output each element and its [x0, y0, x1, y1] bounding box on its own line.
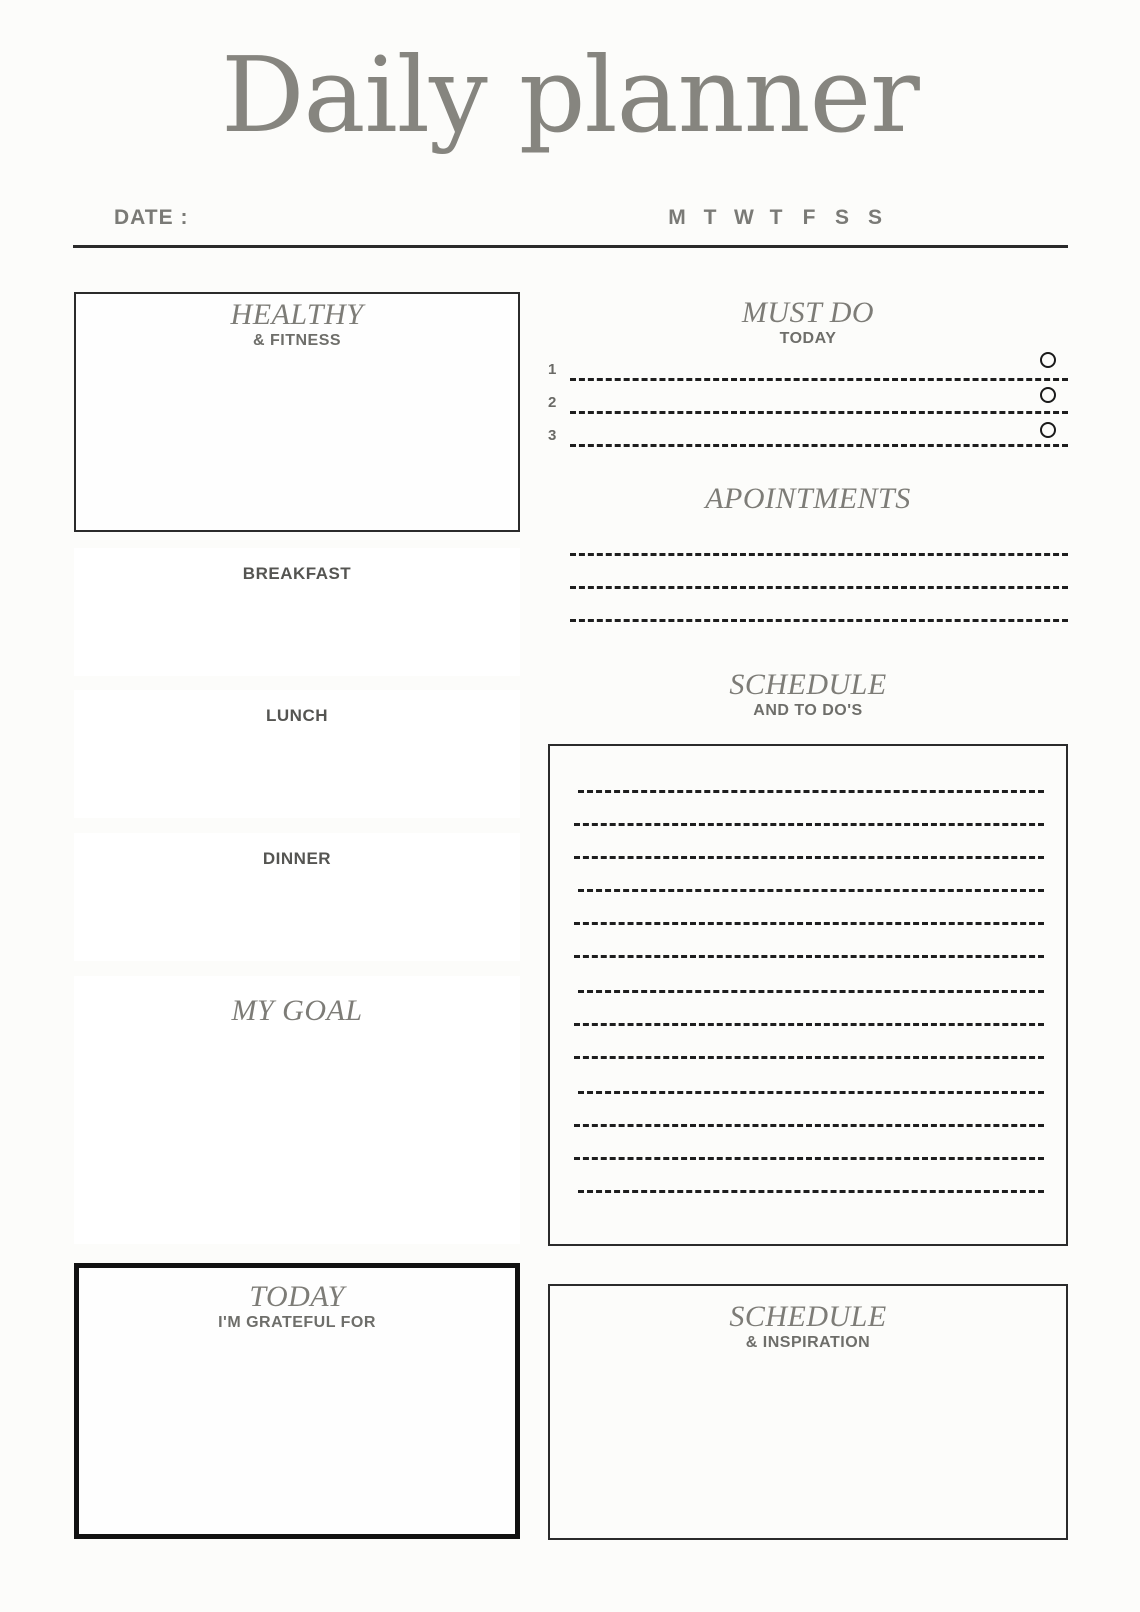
schedule-line[interactable]: [574, 1157, 1044, 1160]
must-do-number-1: 1: [548, 361, 557, 378]
header-divider: [73, 245, 1068, 248]
must-do-line-1[interactable]: [570, 378, 1068, 381]
schedule-line[interactable]: [574, 922, 1044, 925]
schedule-line[interactable]: [578, 1190, 1044, 1193]
schedule-line[interactable]: [574, 856, 1044, 859]
lunch-label: LUNCH: [266, 706, 328, 725]
must-do-line-3[interactable]: [570, 444, 1068, 447]
date-label: DATE :: [114, 206, 189, 229]
page-title: Daily planner: [221, 34, 919, 156]
inspiration-box[interactable]: [548, 1284, 1068, 1540]
schedule-line[interactable]: [574, 1124, 1044, 1127]
weekday-saturday[interactable]: S: [834, 206, 849, 229]
weekday-friday[interactable]: F: [802, 206, 816, 229]
must-do-line-2[interactable]: [570, 411, 1068, 414]
schedule-line[interactable]: [578, 1091, 1044, 1094]
schedule-box: [548, 744, 1068, 1246]
my-goal-box[interactable]: [74, 976, 520, 1244]
must-do-checkbox-2[interactable]: [1040, 387, 1056, 403]
must-do-number-2: 2: [548, 394, 557, 411]
inspiration-subtitle: & INSPIRATION: [745, 1334, 871, 1351]
appointment-line-3[interactable]: [570, 619, 1068, 622]
schedule-line[interactable]: [578, 990, 1044, 993]
appointment-line-1[interactable]: [570, 553, 1068, 556]
weekday-wednesday[interactable]: W: [734, 206, 754, 229]
my-goal-title: MY GOAL: [231, 994, 363, 1027]
dinner-label: DINNER: [262, 849, 332, 868]
inspiration-title: SCHEDULE: [729, 1300, 887, 1333]
schedule-line[interactable]: [578, 790, 1044, 793]
must-do-number-3: 3: [548, 427, 557, 444]
healthy-subtitle: & FITNESS: [252, 332, 342, 349]
appointments-header: [548, 484, 1068, 514]
breakfast-box[interactable]: [74, 548, 520, 676]
appointment-line-2[interactable]: [570, 586, 1068, 589]
must-do-checkbox-1[interactable]: [1040, 352, 1056, 368]
must-do-header: [548, 298, 1068, 348]
grateful-box[interactable]: [74, 1263, 520, 1539]
grateful-subtitle: I'M GRATEFUL FOR: [218, 1314, 376, 1331]
lunch-box[interactable]: [74, 690, 520, 818]
grateful-title: TODAY: [249, 1280, 345, 1313]
must-do-checkbox-3[interactable]: [1040, 422, 1056, 438]
appointments-title: APOINTMENTS: [705, 482, 911, 515]
weekday-selector: [668, 206, 884, 230]
schedule-line[interactable]: [574, 1023, 1044, 1026]
schedule-subtitle: AND TO DO'S: [753, 702, 863, 719]
healthy-fitness-box[interactable]: [74, 292, 520, 532]
weekday-sunday[interactable]: S: [867, 206, 882, 229]
schedule-line[interactable]: [574, 823, 1044, 826]
schedule-line[interactable]: [574, 1056, 1044, 1059]
schedule-header: [548, 670, 1068, 720]
weekday-tuesday[interactable]: T: [703, 206, 717, 229]
healthy-title: HEALTHY: [230, 298, 364, 331]
schedule-line[interactable]: [574, 955, 1044, 958]
must-do-subtitle: TODAY: [779, 330, 837, 347]
weekday-thursday[interactable]: T: [769, 206, 783, 229]
weekday-monday[interactable]: M: [668, 206, 686, 229]
schedule-title: SCHEDULE: [729, 668, 887, 701]
breakfast-label: BREAKFAST: [242, 564, 352, 583]
schedule-line[interactable]: [578, 889, 1044, 892]
dinner-box[interactable]: [74, 833, 520, 961]
must-do-title: MUST DO: [741, 296, 875, 329]
